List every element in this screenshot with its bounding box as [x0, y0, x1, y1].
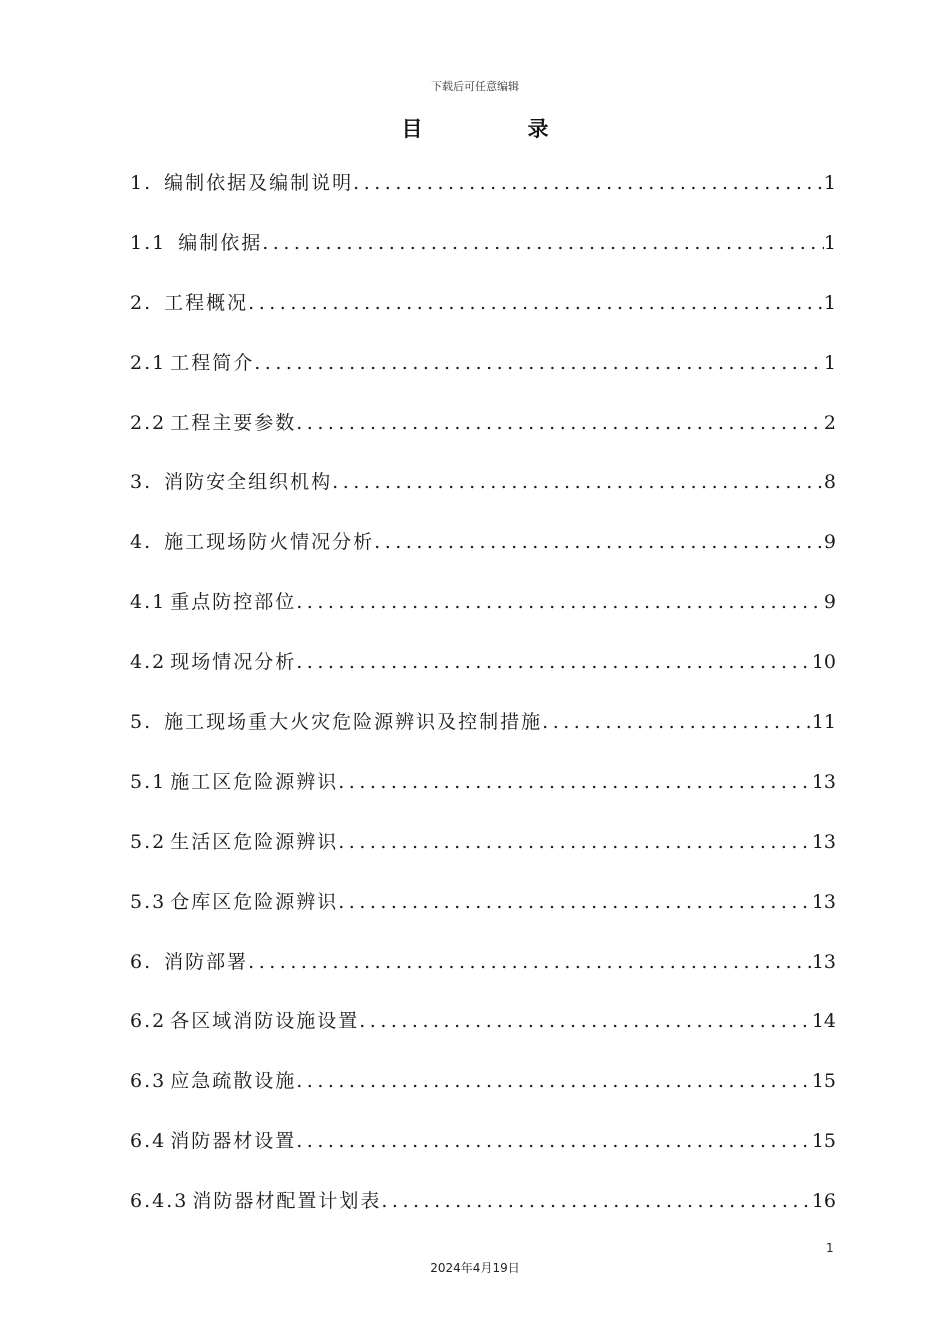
- toc-entry-number: 4.2: [130, 651, 167, 674]
- toc-entry-page: 11: [811, 711, 836, 734]
- table-of-contents: [130, 168, 836, 1246]
- toc-leader-dots: [248, 951, 812, 973]
- toc-entry[interactable]: [130, 527, 836, 587]
- toc-entry-number: 6.2: [130, 1010, 167, 1033]
- toc-entry-label: 消防部署: [164, 950, 249, 973]
- toc-entry-number: 4.1: [130, 591, 167, 614]
- toc-entry[interactable]: [130, 1066, 836, 1126]
- toc-leader-dots: [338, 771, 812, 793]
- page-number: 1: [826, 1241, 834, 1255]
- toc-entry-label: 各区域消防设施设置: [170, 1010, 360, 1033]
- toc-leader-dots: [332, 471, 824, 493]
- toc-entry-label: 重点防控部位: [170, 591, 297, 614]
- toc-entry-number: 6.3: [130, 1070, 167, 1093]
- toc-leader-dots: [338, 891, 812, 913]
- toc-leader-dots: [296, 1130, 812, 1152]
- toc-entry[interactable]: [130, 827, 836, 887]
- toc-entry[interactable]: [130, 348, 836, 408]
- toc-leader-dots: [262, 232, 824, 254]
- toc-entry[interactable]: [130, 767, 836, 827]
- toc-entry-page: 1: [823, 351, 836, 374]
- toc-leader-dots: [296, 412, 824, 434]
- toc-leader-dots: [296, 1070, 812, 1092]
- toc-leader-dots: [381, 1190, 811, 1212]
- footer-date: 2024年4月19日: [430, 1261, 520, 1275]
- toc-entry-page: 10: [811, 651, 836, 674]
- toc-entry-page: 13: [811, 770, 836, 793]
- toc-entry-number: 5.1: [130, 770, 167, 793]
- toc-entry-number: 6.: [130, 950, 153, 973]
- toc-entry-label: 消防器材配置计划表: [192, 1190, 382, 1213]
- toc-entry-page: 1: [823, 172, 836, 194]
- toc-entry[interactable]: [130, 168, 836, 228]
- toc-entry-number: 5.3: [130, 890, 167, 913]
- toc-entry[interactable]: [130, 408, 836, 468]
- toc-entry-page: 1: [823, 291, 836, 314]
- toc-entry[interactable]: [130, 1126, 836, 1186]
- toc-entry-number: 1.: [130, 172, 153, 194]
- toc-entry-label: 施工现场重大火灾危险源辨识及控制措施: [164, 711, 543, 734]
- toc-entry[interactable]: [130, 1186, 836, 1246]
- toc-entry[interactable]: [130, 887, 836, 947]
- toc-entry-label: 应急疏散设施: [170, 1070, 297, 1093]
- toc-entry[interactable]: [130, 288, 836, 348]
- toc-entry[interactable]: [130, 587, 836, 647]
- toc-entry-label: 施工区危险源辨识: [170, 770, 339, 793]
- toc-leader-dots: [254, 352, 824, 374]
- toc-entry-label: 工程简介: [170, 351, 255, 374]
- toc-entry-number: 3.: [130, 471, 153, 494]
- toc-entry[interactable]: [130, 228, 836, 288]
- toc-entry-page: 13: [811, 830, 836, 853]
- toc-entry-label: 消防安全组织机构: [164, 471, 333, 494]
- toc-entry-label: 编制依据: [178, 231, 263, 254]
- toc-entry-page: 15: [811, 1130, 836, 1153]
- toc-entry-page: 9: [823, 591, 836, 614]
- toc-entry-number: 2.: [130, 291, 153, 314]
- toc-entry-page: 9: [823, 531, 836, 554]
- toc-entry-number: 1.1: [130, 231, 167, 254]
- toc-entry[interactable]: [130, 707, 836, 767]
- toc-entry-page: 13: [811, 890, 836, 913]
- toc-entry-number: 5.2: [130, 830, 167, 853]
- toc-leader-dots: [359, 1010, 812, 1032]
- toc-leader-dots: [248, 292, 824, 314]
- toc-entry-label: 仓库区危险源辨识: [170, 890, 339, 913]
- toc-entry-page: 15: [811, 1070, 836, 1093]
- toc-entry-number: 2.2: [130, 411, 167, 434]
- toc-leader-dots: [542, 711, 812, 733]
- toc-entry[interactable]: [130, 647, 836, 707]
- toc-title: 目 录: [401, 117, 591, 141]
- toc-leader-dots: [374, 531, 824, 553]
- toc-entry-label: 工程主要参数: [170, 411, 297, 434]
- toc-entry-number: 2.1: [130, 351, 167, 374]
- toc-leader-dots: [296, 651, 812, 673]
- toc-entry-label: 编制依据及编制说明: [164, 172, 354, 194]
- toc-entry-number: 5.: [130, 711, 153, 734]
- toc-entry-number: 6.4.3: [130, 1190, 189, 1213]
- toc-entry-number: 4.: [130, 531, 153, 554]
- toc-entry-label: 消防器材设置: [170, 1130, 297, 1153]
- toc-entry-page: 13: [811, 950, 836, 973]
- toc-entry[interactable]: [130, 947, 836, 1007]
- toc-entry-page: 1: [823, 231, 836, 254]
- toc-entry[interactable]: [130, 1006, 836, 1066]
- toc-leader-dots: [338, 831, 812, 853]
- toc-leader-dots: [353, 172, 824, 194]
- toc-entry-number: 6.4: [130, 1130, 167, 1153]
- toc-entry-page: 14: [811, 1010, 836, 1033]
- toc-entry-page: 8: [823, 471, 836, 494]
- toc-entry-page: 16: [811, 1190, 836, 1213]
- header-note: 下载后可任意编辑: [431, 80, 519, 93]
- toc-entry-label: 生活区危险源辨识: [170, 830, 339, 853]
- toc-leader-dots: [296, 591, 824, 613]
- toc-entry[interactable]: [130, 467, 836, 527]
- toc-entry-label: 现场情况分析: [170, 651, 297, 674]
- toc-entry-label: 工程概况: [164, 291, 249, 314]
- toc-entry-label: 施工现场防火情况分析: [164, 531, 375, 554]
- toc-entry-page: 2: [823, 411, 836, 434]
